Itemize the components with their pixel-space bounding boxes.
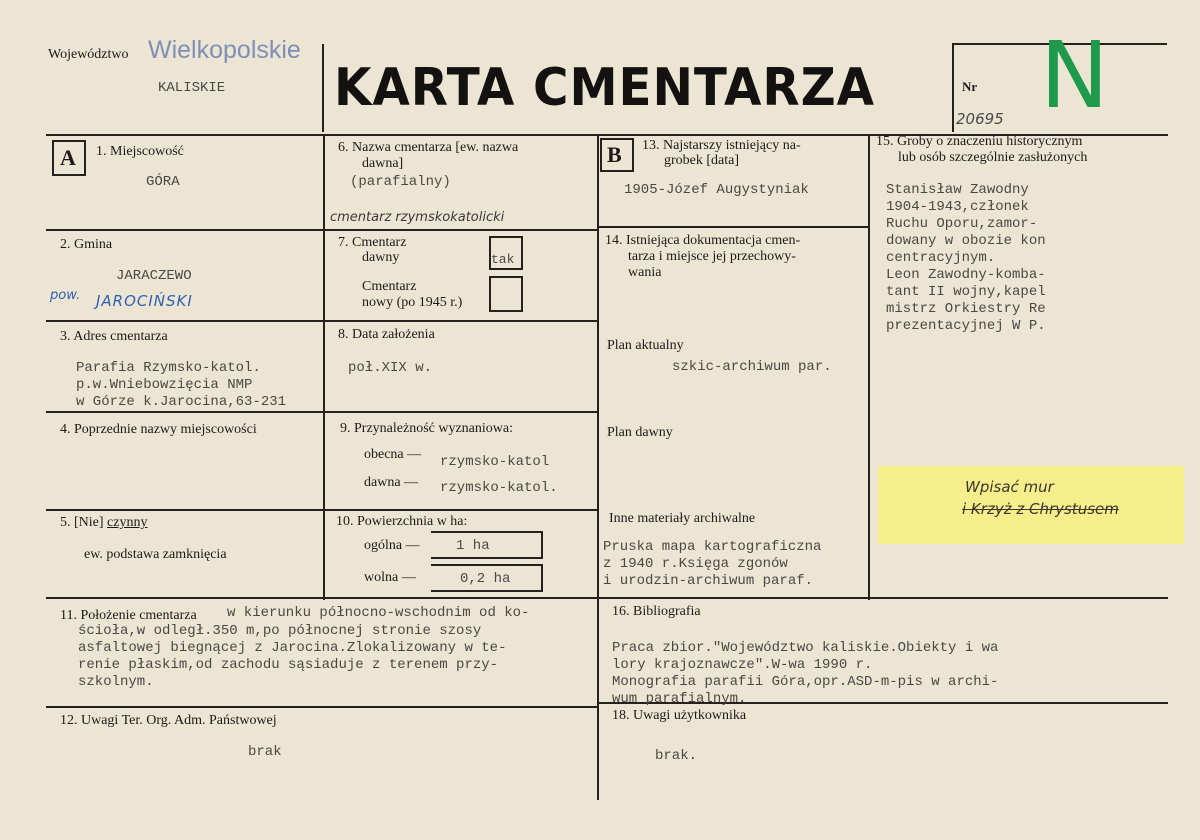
field-3-line-2: p.w.Wniebowzięcia NMP — [76, 377, 253, 393]
field-6-label-1: 6. Nazwa cmentarza [ew. nazwa — [338, 140, 519, 155]
field-16-label: 16. Bibliografia — [612, 604, 701, 619]
section-a-letter: A — [60, 145, 76, 170]
field-9-current-label: obecna — — [364, 447, 422, 462]
field-8-value: poł.XIX w. — [348, 360, 433, 376]
field-15-line-9: prezentacyjnej W P. — [886, 318, 1046, 334]
nr-label: Nr — [962, 79, 978, 94]
section-b-letter: B — [607, 142, 622, 167]
header-divider-right — [952, 44, 954, 132]
field-13-value: 1905-Józef Augystyniak — [624, 182, 809, 198]
card-title: KARTA CMENTARZA — [334, 58, 875, 118]
field-15-line-2: 1904-1943,członek — [886, 199, 1029, 215]
field-2-hand-value: JAROCIŃSKI — [96, 292, 193, 310]
nr-value: N — [1040, 22, 1109, 129]
row-line-a4 — [46, 509, 323, 511]
field-18-label: 18. Uwagi użytkownika — [612, 708, 747, 723]
field-15-label-2: lub osób szczególnie zasłużonych — [898, 150, 1088, 165]
row-line-b1 — [597, 226, 868, 228]
field-6-label-2: dawna] — [362, 156, 404, 171]
plan-current-label: Plan aktualny — [607, 338, 684, 353]
field-14-label-1: 14. Istniejąca dokumentacja cmen- — [605, 233, 801, 248]
grid-col2-line — [597, 134, 599, 800]
row-line-m3 — [323, 411, 597, 413]
field-16-line-1: Praca zbior."Województwo kaliskie.Obiekty i wa — [612, 640, 999, 656]
other-materials-line-2: z 1940 r.Księga zgonów — [603, 556, 788, 572]
field-2-hand-prefix: pow. — [50, 288, 81, 303]
field-10-free-value: 0,2 ha — [460, 571, 511, 587]
row-line-m1 — [323, 229, 597, 231]
field-13-label-2: grobek [data] — [664, 153, 740, 168]
field-10-total-label: ogólna — — [364, 538, 420, 553]
field-15-line-4: dowany w obozie kon — [886, 233, 1046, 249]
field-1-value: GÓRA — [146, 174, 180, 190]
row-line-a3 — [46, 411, 323, 413]
field-14-label-3: wania — [628, 265, 662, 280]
bottom-mid-line-left — [46, 706, 598, 708]
field-7-label-1: 7. Cmentarz — [338, 235, 407, 250]
other-materials-line-3: i urodzin-archiwum paraf. — [603, 573, 814, 589]
sticky-note-line-1: Wpisać mur — [965, 478, 1054, 496]
row-line-a2 — [46, 320, 323, 322]
field-11-line-2: ścioła,w odległ.350 m,po północnej stronie szosy — [78, 623, 482, 639]
field-15-label-1: 15. Groby o znaczeniu historycznym — [876, 134, 1083, 149]
field-7-box-new — [489, 276, 523, 312]
field-9-current-value: rzymsko-katol — [440, 454, 550, 470]
row-line-m2 — [323, 320, 597, 322]
grid-col1-line — [323, 134, 325, 600]
row-line-a1 — [46, 229, 323, 231]
grid-col3-line — [868, 134, 870, 600]
voivodeship-stamp: Wielkopolskie — [148, 36, 301, 64]
field-16-line-3: Monografia parafii Góra,opr.ASD-m-pis w archi- — [612, 674, 999, 690]
field-15-line-7: tant II wojny,kapel — [886, 284, 1046, 300]
bottom-top-line — [46, 597, 1168, 599]
field-16-line-4: wum parafialnym. — [612, 691, 747, 707]
field-12-value: brak — [248, 744, 282, 760]
other-materials-line-1: Pruska mapa kartograficzna — [603, 539, 822, 555]
header-divider-left — [322, 44, 324, 132]
row-line-m4 — [323, 509, 597, 511]
field-11-line-3: asfaltowej biegnącej z Jarocina.Zlokalizowany w te- — [78, 640, 507, 656]
field-7-box-old-value: tak — [491, 252, 515, 267]
field-10-free-label: wolna — — [364, 570, 416, 585]
field-3-line-3: w Górze k.Jarocina,63-231 — [76, 394, 287, 410]
field-2-label: 2. Gmina — [60, 237, 113, 252]
field-11-line-5: szkolnym. — [78, 674, 154, 690]
field-5-label-prefix: 5. [Nie] — [60, 515, 108, 530]
plan-current-value: szkic-archiwum par. — [672, 359, 832, 375]
field-8-label: 8. Data założenia — [338, 327, 435, 342]
field-11-line-1: w kierunku północno-wschodnim od ko- — [227, 605, 530, 621]
field-5-label — [60, 514, 147, 531]
field-9-label: 9. Przynależność wyznaniowa: — [340, 421, 513, 436]
old-voivodeship: KALISKIE — [158, 80, 226, 96]
nr-code: 20695 — [956, 110, 1004, 128]
field-3-label: 3. Adres cmentarza — [60, 329, 168, 344]
sticky-note-line-2: i Krzyż z Chrystusem — [962, 500, 1119, 518]
field-7-label-2: dawny — [362, 250, 400, 265]
field-3-line-1: Parafia Rzymsko-katol. — [76, 360, 261, 376]
field-5-label-word: czynny — [107, 515, 148, 530]
other-materials-label: Inne materiały archiwalne — [609, 511, 756, 526]
field-11-label: 11. Położenie cmentarza — [60, 608, 197, 623]
field-7-label2-2: nowy (po 1945 r.) — [362, 295, 463, 310]
field-16-line-2: lory krajoznawcze".W-wa 1990 r. — [612, 657, 873, 673]
field-1-label: 1. Miejscowość — [96, 144, 184, 159]
field-13-label-1: 13. Najstarszy istniejący na- — [642, 138, 801, 153]
field-15-line-6: Leon Zawodny-komba- — [886, 267, 1046, 283]
voivodeship-label: Województwo — [48, 47, 129, 62]
plan-old-label: Plan dawny — [607, 425, 673, 440]
field-15-line-1: Stanisław Zawodny — [886, 182, 1029, 198]
field-7-label2-1: Cmentarz — [362, 279, 417, 294]
field-15-line-8: mistrz Orkiestry Re — [886, 301, 1046, 317]
field-14-label-2: tarza i miejsce jej przechowy- — [628, 249, 796, 264]
field-10-label: 10. Powierzchnia w ha: — [336, 514, 468, 529]
field-9-former-label: dawna — — [364, 475, 419, 490]
field-9-former-value: rzymsko-katol. — [440, 480, 558, 496]
field-10-total-value: 1 ha — [456, 538, 490, 554]
field-4-label: 4. Poprzednie nazwy miejscowości — [60, 422, 257, 437]
field-12-label: 12. Uwagi Ter. Org. Adm. Państwowej — [60, 713, 277, 728]
field-15-line-5: centracyjnym. — [886, 250, 996, 266]
field-6-hand: cmentarz rzymskokatolicki — [330, 210, 505, 225]
field-11-line-4: renie płaskim,od zachodu sąsiaduje z terenem przy- — [78, 657, 499, 673]
field-5-sub: ew. podstawa zamknięcia — [84, 547, 227, 562]
field-2-value: JARACZEWO — [116, 268, 192, 284]
field-6-value: (parafialny) — [350, 174, 451, 190]
field-18-value: brak. — [655, 748, 698, 764]
field-15-line-3: Ruchu Oporu,zamor- — [886, 216, 1038, 232]
